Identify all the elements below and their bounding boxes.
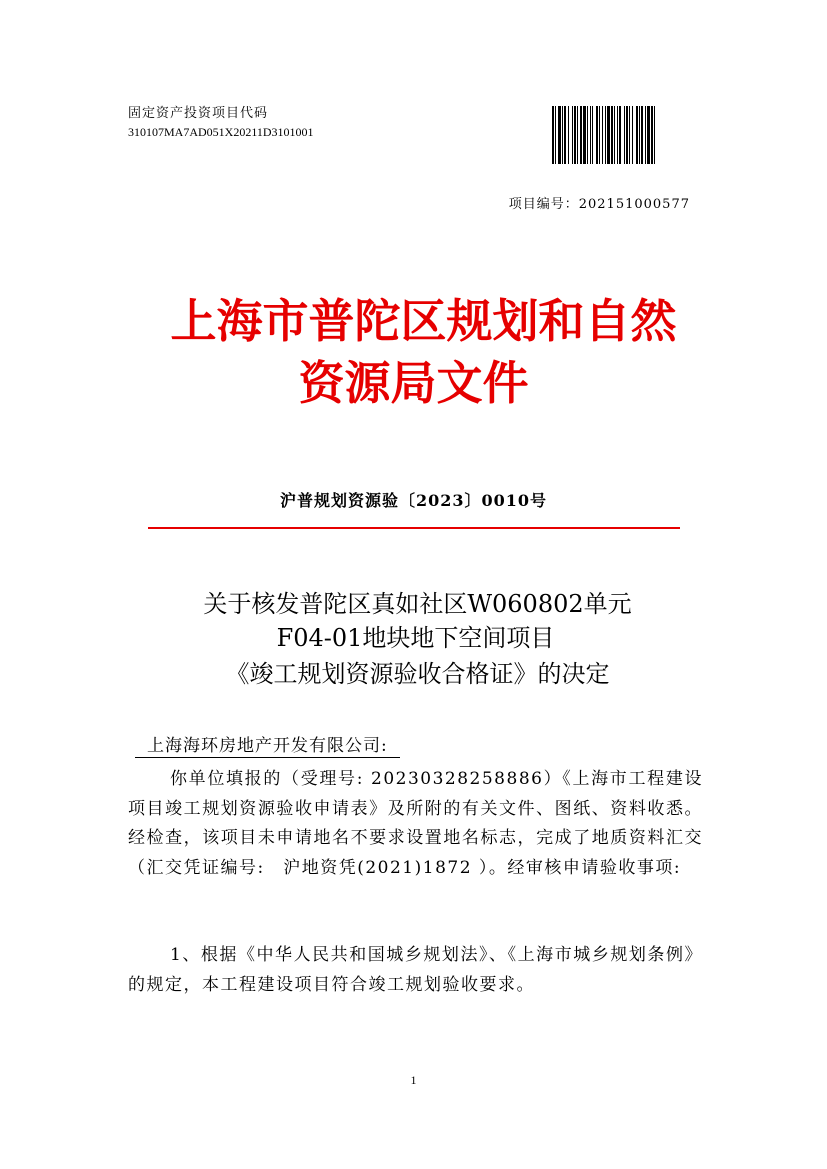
heading-line1: 关于核发普陀区真如社区W060802单元 <box>203 590 632 618</box>
project-number: 项目编号：202151000577 <box>508 197 690 212</box>
document-title-line2: 资源局文件 <box>298 356 529 410</box>
investment-code-value: 310107MA7AD051X20211D3101001 <box>128 125 314 139</box>
red-divider <box>148 527 680 529</box>
document-title-line1: 上海市普陀区规划和自然 <box>170 294 677 348</box>
body-paragraph: 1、根据《中华人民共和国城乡规划法》、《上海市城乡规划条例》的规定，本工程建设项目符合竣工规划验收要求。 <box>128 945 703 995</box>
investment-code-label: 固定资产投资项目代码 <box>128 106 269 121</box>
heading-line2: F04-01地块地下空间项目 <box>276 624 555 652</box>
barcode-icon <box>552 106 687 164</box>
page-number: 1 <box>410 1073 417 1087</box>
document-number: 沪普规划资源验〔2023〕0010号 <box>279 491 548 510</box>
heading-line3: 《竣工规划资源验收合格证》的决定 <box>225 660 610 688</box>
body-paragraph: 你单位填报的（受理号: 20230328258886）《上海市工程建设项目竣工规划资源验收申请表》及所附的有关文件、图纸、资料收悉。经检查，该项目未申请地名不要求设置地名标志，完成了地质资料汇交（汇交凭证编号: 沪地资凭(2021)1872 ）。经审核申请验收事项: <box>128 769 703 878</box>
addressee: 上海海环房地产开发有限公司: <box>135 735 400 758</box>
